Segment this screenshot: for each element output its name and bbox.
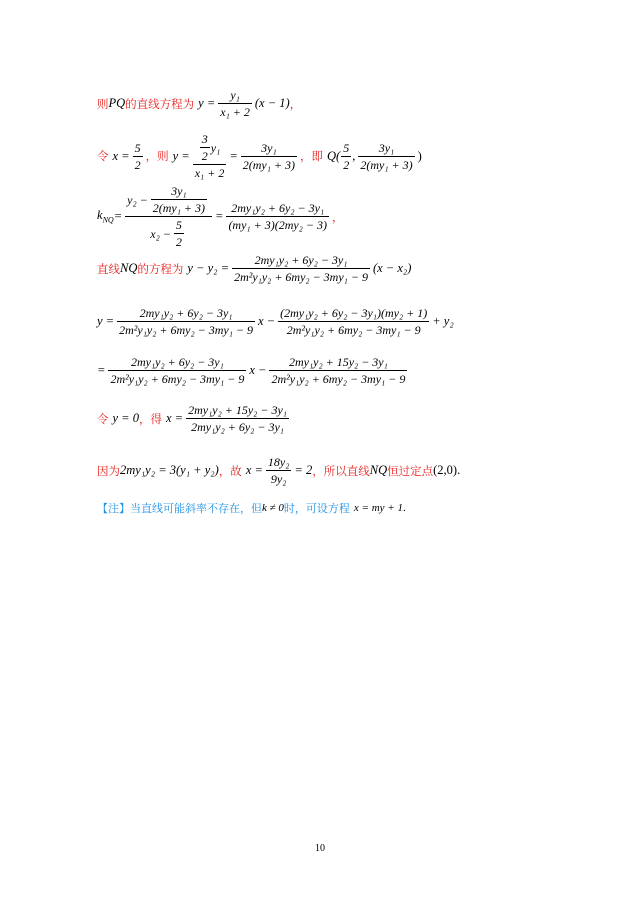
math: = bbox=[97, 363, 106, 377]
numerator: 2my₁y₂ + 6y₂ − 3y₁ bbox=[231, 201, 325, 215]
text: ， bbox=[289, 96, 302, 111]
text: 则 bbox=[97, 96, 109, 111]
math: x − bbox=[249, 363, 267, 377]
denominator: 2m²y₁y₂ + 6my₂ − 3my₁ − 9 bbox=[119, 323, 253, 337]
math: . bbox=[457, 463, 461, 477]
denominator: 2m²y₁y₂ + 6my₂ − 3my₁ − 9 bbox=[286, 323, 421, 337]
text: ，得 bbox=[138, 411, 162, 426]
numerator: 2my₁y₂ + 15y₂ − 3y₁ bbox=[188, 403, 287, 417]
math: y − y₂ = bbox=[187, 261, 230, 275]
text: ，故 bbox=[218, 463, 242, 478]
numerator bbox=[197, 132, 223, 164]
denominator: (my₁ + 3)(2my₂ − 3) bbox=[228, 218, 327, 232]
math: ) bbox=[417, 148, 422, 163]
math: y = bbox=[198, 96, 216, 110]
line-expand-y bbox=[97, 306, 454, 337]
numerator bbox=[125, 184, 212, 216]
line-conclusion bbox=[97, 455, 460, 486]
denominator bbox=[148, 217, 189, 249]
numerator: 3 bbox=[201, 132, 208, 146]
line-pq-equation bbox=[97, 88, 301, 119]
fraction bbox=[278, 306, 429, 337]
fraction bbox=[186, 403, 289, 434]
text: ，即 bbox=[300, 149, 324, 163]
denominator: x₁ + 2 bbox=[220, 105, 250, 119]
denominator: 2m²y₁y₂ + 6my₂ − 3my₁ − 9 bbox=[271, 372, 406, 386]
fraction bbox=[133, 141, 143, 172]
math: = 2 bbox=[294, 463, 313, 477]
numerator: 5 bbox=[175, 218, 182, 232]
math: k bbox=[97, 208, 103, 223]
math: PQ bbox=[108, 96, 126, 110]
fraction bbox=[108, 355, 246, 386]
inner-fraction bbox=[174, 218, 184, 249]
inner-fraction bbox=[151, 184, 207, 215]
numerator: 5 bbox=[343, 140, 350, 155]
math: = bbox=[229, 148, 238, 163]
denominator: 2my₁y₂ + 6y₂ − 3y₁ bbox=[191, 420, 284, 434]
math: 2my₁y₂ = 3(y₁ + y₂) bbox=[120, 463, 219, 477]
math: x = bbox=[165, 411, 184, 425]
numerator: 3y₁ bbox=[171, 184, 187, 198]
line-simplified bbox=[97, 355, 410, 386]
fraction bbox=[226, 201, 329, 232]
math: x = my + 1 bbox=[353, 502, 403, 514]
numerator: 2my₁y₂ + 6y₂ − 3y₁ bbox=[130, 355, 224, 369]
text: 令 bbox=[97, 411, 109, 426]
math bbox=[97, 208, 114, 225]
math: x − bbox=[258, 314, 276, 328]
line-slope-nq bbox=[97, 184, 343, 249]
page-number: 10 bbox=[315, 843, 325, 854]
math: NQ bbox=[369, 463, 388, 477]
math: , bbox=[352, 148, 356, 163]
math: + y₂ bbox=[432, 314, 454, 328]
numerator: 2my₁y₂ + 15y₂ − 3y₁ bbox=[288, 355, 388, 369]
math: (x − x₂) bbox=[372, 261, 412, 275]
denominator: 2(my₁ + 3) bbox=[152, 201, 205, 215]
text: 的直线方程为 bbox=[125, 96, 195, 111]
compound-fraction bbox=[193, 132, 227, 180]
note-text: 时，可设方程 bbox=[283, 502, 350, 515]
text: 的方程为 bbox=[137, 261, 184, 276]
numerator: y₁ bbox=[230, 88, 240, 102]
line-let-x bbox=[97, 132, 422, 180]
numerator: (2my₁y₂ + 6y₂ − 3y₁)(my₂ + 1) bbox=[280, 306, 428, 320]
inner-fraction bbox=[200, 132, 210, 163]
denominator: 9y₂ bbox=[270, 472, 287, 486]
math: x₂ − bbox=[150, 226, 171, 241]
text: 恒过定点 bbox=[387, 463, 434, 478]
fraction bbox=[358, 141, 414, 172]
numerator: 5 bbox=[134, 140, 141, 155]
denominator: x₁ + 2 bbox=[194, 166, 225, 180]
numerator: 2my₁y₂ + 6y₂ − 3y₁ bbox=[254, 253, 348, 267]
denominator: 2 bbox=[175, 235, 182, 249]
line-let-y-zero bbox=[97, 403, 292, 434]
denominator: 2 bbox=[134, 157, 141, 172]
fraction bbox=[269, 355, 407, 386]
math: x = bbox=[112, 148, 130, 163]
denominator: 2(my₁ + 3) bbox=[360, 157, 413, 172]
math: Q( bbox=[327, 148, 341, 163]
fraction bbox=[232, 253, 370, 284]
text: 令 bbox=[97, 149, 109, 163]
numerator: 2my₁y₂ + 6y₂ − 3y₁ bbox=[139, 306, 233, 320]
math: . bbox=[402, 502, 406, 514]
math: NQ bbox=[120, 261, 138, 275]
text: ，则 bbox=[145, 149, 169, 163]
math: (2,0) bbox=[433, 463, 458, 477]
math: y = bbox=[172, 148, 190, 163]
note-text: 【注】当直线可能斜率不存在，但 bbox=[97, 502, 262, 515]
math: y₂ − bbox=[127, 192, 148, 207]
denominator: 2 bbox=[343, 157, 350, 172]
math: y = bbox=[97, 314, 115, 328]
math: = bbox=[113, 209, 123, 223]
math: x = bbox=[245, 463, 263, 477]
math: k ≠ 0 bbox=[262, 502, 284, 514]
math: y₁ bbox=[210, 140, 221, 155]
fraction bbox=[117, 306, 255, 337]
denominator: 2m²y₁y₂ + 6my₂ − 3my₁ − 9 bbox=[234, 270, 368, 284]
fraction bbox=[341, 141, 351, 172]
fraction bbox=[218, 88, 252, 119]
text: 直线 bbox=[97, 261, 120, 276]
denominator: 2 bbox=[201, 149, 208, 163]
text: ， bbox=[331, 209, 344, 224]
denominator: 2m²y₁y₂ + 6my₂ − 3my₁ − 9 bbox=[110, 372, 245, 386]
fraction bbox=[266, 455, 292, 486]
numerator: 18y₂ bbox=[267, 455, 290, 469]
compound-fraction bbox=[125, 184, 212, 249]
line-nq-equation bbox=[97, 253, 411, 284]
denominator: 2(my₁ + 3) bbox=[242, 157, 296, 172]
line-note bbox=[97, 500, 406, 516]
fraction bbox=[241, 141, 297, 172]
text: 因为 bbox=[97, 463, 120, 478]
text: ，所以直线 bbox=[312, 463, 370, 478]
numerator: 3y₁ bbox=[261, 140, 277, 155]
math: y = 0 bbox=[112, 411, 139, 425]
numerator: 3y₁ bbox=[378, 140, 395, 155]
subscript: NQ bbox=[102, 215, 114, 225]
math: (x − 1) bbox=[254, 96, 290, 110]
math: = bbox=[215, 209, 224, 223]
